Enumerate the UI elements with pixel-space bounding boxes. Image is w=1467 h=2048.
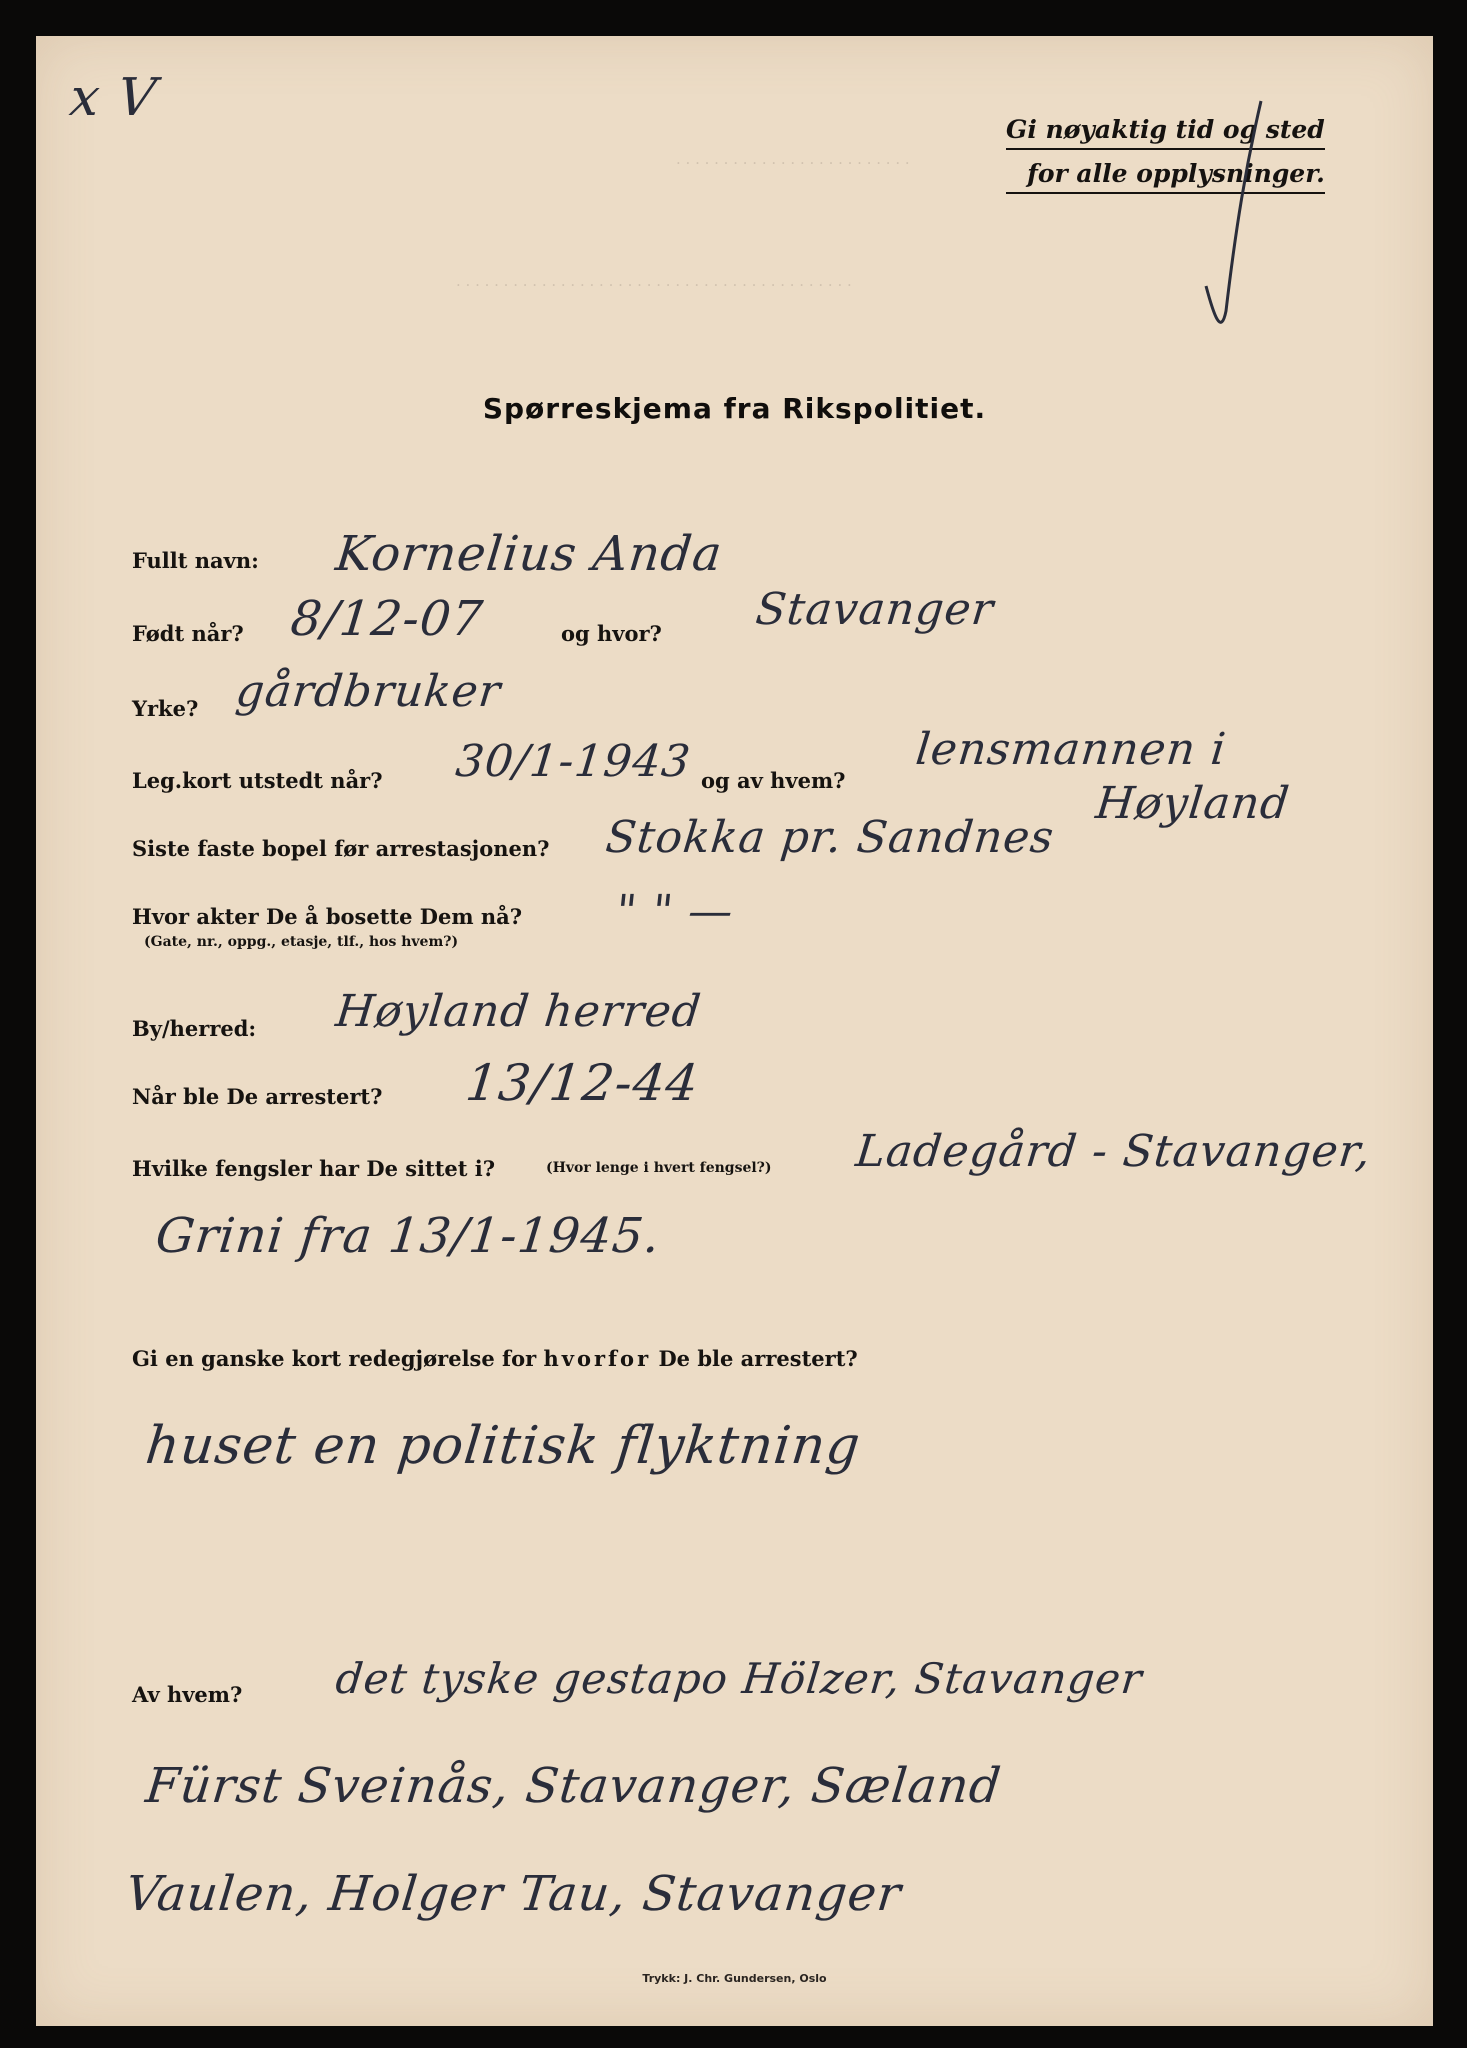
answer-reason: huset en politisk flyktning xyxy=(142,1416,864,1476)
answer-id-issued-when: 30/1-1943 xyxy=(453,736,694,787)
answer-full-name: Kornelius Anda xyxy=(333,526,726,582)
answer-settle-where: " " — xyxy=(613,886,737,937)
label-and-where: og hvor? xyxy=(561,621,662,646)
printer-imprint: Trykk: J. Chr. Gundersen, Oslo xyxy=(642,1972,827,1985)
answer-last-residence: Stokka pr. Sandnes xyxy=(603,812,1057,863)
bleed-through-text: · · · · · · · · · · · · · · · · · · · · · · · · · · · · · · · · · · · · · · · · · · xyxy=(456,276,852,294)
answer-id-issued-by-1: lensmannen i xyxy=(913,724,1229,775)
label-city-district: By/herred: xyxy=(132,1016,257,1041)
pen-stroke xyxy=(1166,96,1276,336)
label-id-issued-when: Leg.kort utstedt når? xyxy=(132,768,383,793)
answer-city-district: Høyland herred xyxy=(333,986,704,1037)
label-reason xyxy=(132,1346,858,1371)
label-reason-pre: Gi en ganske kort redegjørelse for xyxy=(132,1346,537,1371)
answer-prisons-2: Grini fra 13/1-1945. xyxy=(153,1208,664,1264)
label-born-when: Født når? xyxy=(132,621,244,646)
answer-born-when: 8/12-07 xyxy=(288,591,487,647)
label-last-residence: Siste faste bopel før arrestasjonen? xyxy=(132,836,550,861)
form-page xyxy=(36,36,1433,2026)
form-title: Spørreskjema fra Rikspolitiet. xyxy=(482,392,987,425)
label-occupation: Yrke? xyxy=(132,696,199,721)
label-prisons: Hvilke fengsler har De sittet i? xyxy=(132,1156,496,1181)
label-arrested-when: Når ble De arrestert? xyxy=(132,1084,383,1109)
answer-occupation: gårdbruker xyxy=(233,666,504,717)
bleed-through-text: · · · · · · · · · · · · · · · · · · · · · · · · · xyxy=(676,154,910,172)
answer-prisons-1: Ladegård - Stavanger, xyxy=(853,1126,1374,1177)
answer-arrested-when: 13/12-44 xyxy=(462,1054,702,1112)
label-prisons-hint: (Hvor lenge i hvert fengsel?) xyxy=(546,1160,772,1176)
label-reason-post: De ble arrestert? xyxy=(658,1346,858,1371)
label-full-name: Fullt navn: xyxy=(132,548,259,573)
answer-by-whom-2: Fürst Sveinås, Stavanger, Sæland xyxy=(143,1758,1005,1814)
corner-check-mark: x V xyxy=(66,68,160,128)
label-by-whom: Av hvem? xyxy=(132,1682,243,1707)
label-reason-emphasis: hvorfor xyxy=(543,1346,652,1371)
label-settle-hint: (Gate, nr., oppg., etasje, tlf., hos hvem?) xyxy=(144,934,459,950)
notice-line-2: for alle opplysninger. xyxy=(1006,156,1325,194)
answer-id-issued-by-2: Høyland xyxy=(1093,778,1293,829)
answer-by-whom-3: Vaulen, Holger Tau, Stavanger xyxy=(123,1866,905,1922)
notice-line-1: Gi nøyaktig tid og sted xyxy=(1006,112,1325,150)
answer-by-whom-1: det tyske gestapo Hölzer, Stavanger xyxy=(333,1654,1145,1703)
label-and-by-whom: og av hvem? xyxy=(701,768,846,793)
answer-born-where: Stavanger xyxy=(753,584,997,635)
label-settle-where: Hvor akter De å bosette Dem nå? xyxy=(132,904,523,929)
